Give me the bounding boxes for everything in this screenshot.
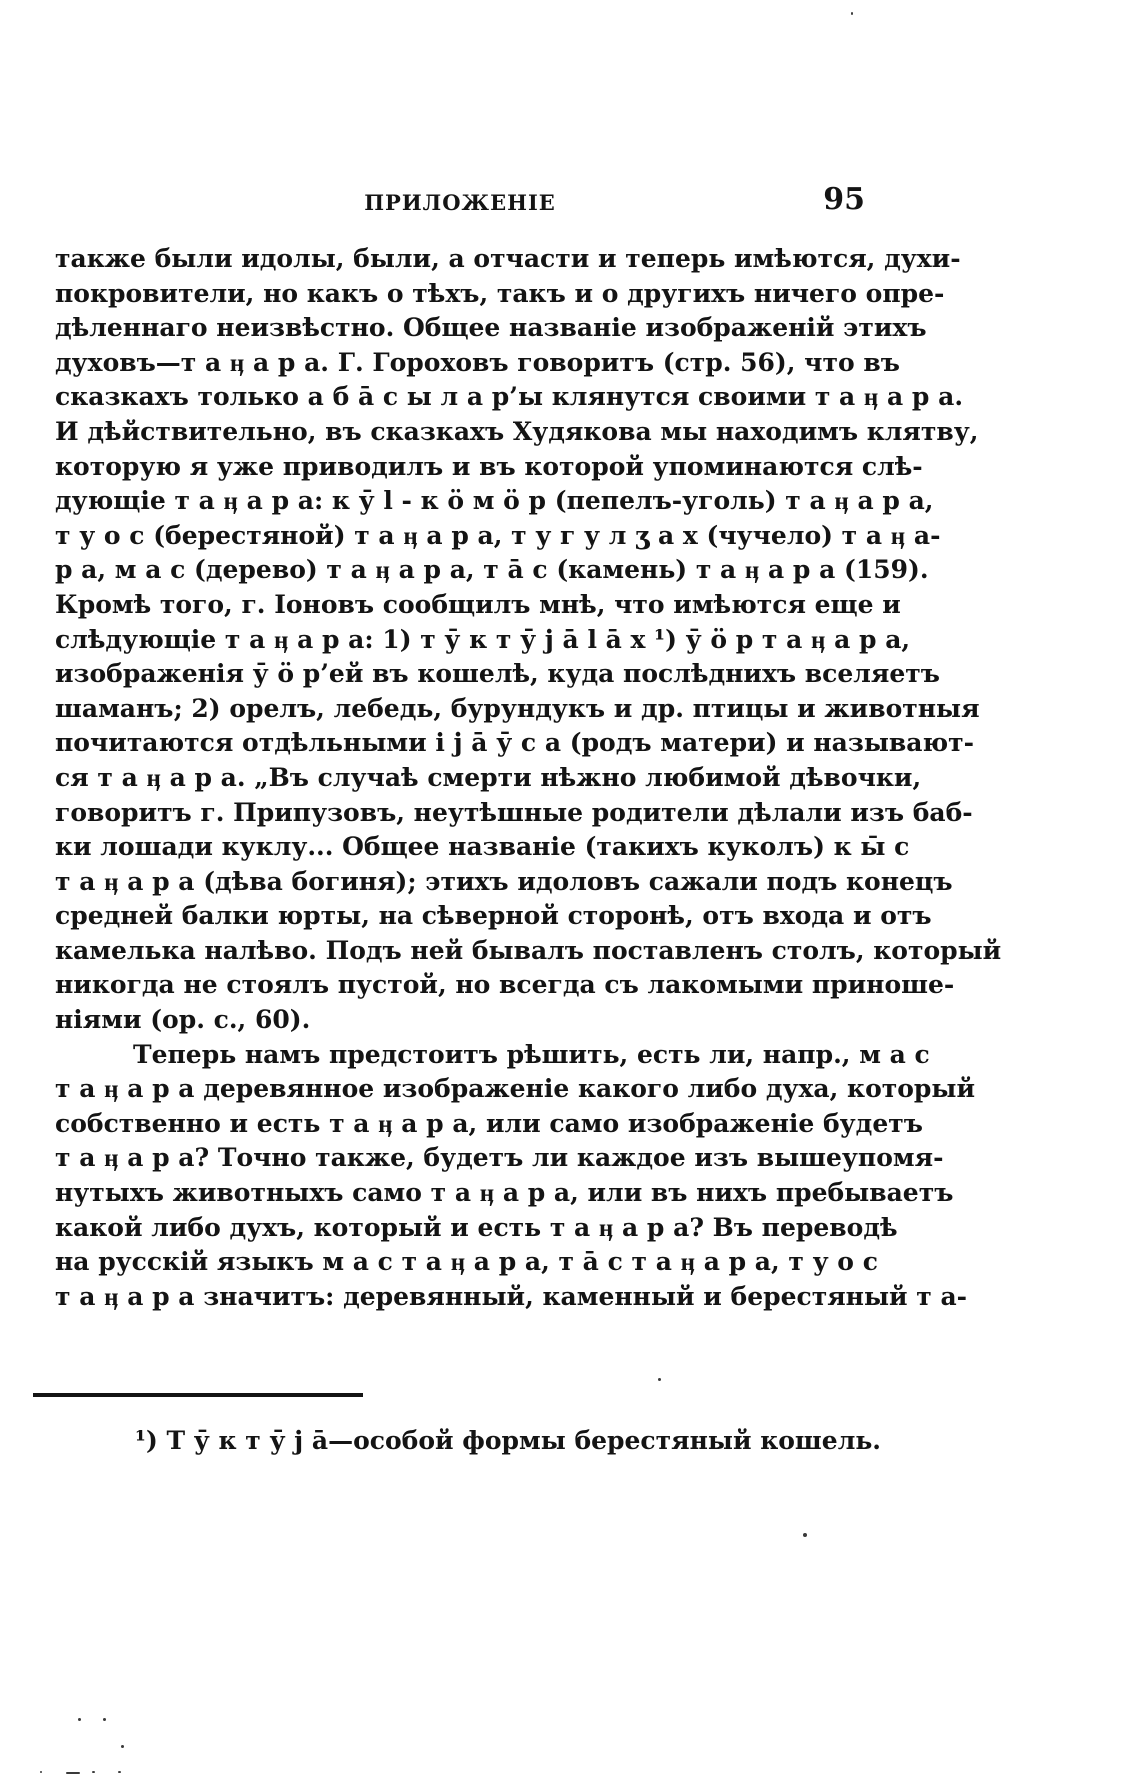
- scan-speck: [40, 1771, 42, 1773]
- text-line: нутыхъ животныхъ само т а ӊ а р а, или въ нихъ пребываетъ: [55, 1178, 954, 1208]
- text-line: изображенiя ӯ ӧ р’ей въ кошелѣ, куда послѣднихъ вселяетъ: [55, 659, 940, 689]
- text-line: говоритъ г. Припузовъ, неутѣшные родители дѣлали изъ баб-: [55, 797, 973, 827]
- running-head: [55, 182, 865, 222]
- text-line: которую я уже приводилъ и въ которой упоминаются слѣ-: [55, 451, 923, 481]
- text-line: какой либо духъ, который и есть т а ӊ а р а? Въ переводѣ: [55, 1212, 898, 1242]
- text-line: на русскiй языкъ м а с т а ӊ а р а, т ā с т а ӊ а р а, т у о с: [55, 1247, 878, 1277]
- scan-speck: [66, 1772, 80, 1774]
- text-line: ки лошади куклу... Общее названiе (такихъ куколъ) к ы̄ с: [55, 832, 910, 862]
- text-line: ся т а ӊ а р а. „Въ случаѣ смерти нѣжно любимой дѣвочки,: [55, 762, 922, 792]
- text-line: т а ӊ а р а значитъ: деревянный, каменный и берестяный т а-: [55, 1281, 968, 1311]
- scan-speck: [121, 1745, 124, 1748]
- text-line: т у о с (берестяной) т а ӊ а р а, т у г у л ӡ а х (чучело) т а ӊ а-: [55, 520, 941, 550]
- text-line: собственно и есть т а ӊ а р а, или само изображенiе будетъ: [55, 1108, 923, 1138]
- text-line: также были идолы, были, а отчасти и теперь имѣются, духи-: [55, 244, 961, 273]
- text-line: дующiе т а ӊ а р а: к ӯ l - к ӧ м ӧ р (пепелъ-уголь) т а ӊ а р а,: [55, 486, 934, 516]
- page-number: 95: [823, 182, 865, 217]
- scan-speck: [92, 1771, 95, 1773]
- footnote: ¹) Т ӯ к т ӯ ј ā—особой формы берестяный кошель.: [135, 1426, 882, 1455]
- text-line: Кромѣ того, г. Iоновъ сообщилъ мнѣ, что имѣются еще и: [55, 589, 901, 619]
- text-line: никогда не стоялъ пустой, но всегда съ лакомыми приноше-: [55, 970, 955, 1000]
- text-line: сказкахъ только а б ā с ы л а р’ы клянутся своими т а ӊ а р а.: [55, 382, 964, 412]
- scan-speck: [118, 1771, 121, 1773]
- text-line: духовъ—т а ӊ а р а. Г. Гороховъ говоритъ (стр. 56), что въ: [55, 347, 900, 377]
- text-line: средней балки юрты, на сѣверной сторонѣ, отъ входа и отъ: [55, 901, 932, 931]
- text-line: дѣленнаго неизвѣстно. Общее названiе изображенiй этихъ: [55, 313, 927, 343]
- scan-speck: [103, 1718, 106, 1721]
- text-line: покровители, но какъ о тѣхъ, такъ и о другихъ ничего опре-: [55, 278, 945, 308]
- text-line: И дѣйствительно, въ сказкахъ Худякова мы находимъ клятву,: [55, 416, 979, 446]
- text-line: камелька налѣво. Подъ ней бывалъ поставленъ столъ, который: [55, 935, 1002, 965]
- text-line: т а ӊ а р а деревянное изображенiе какого либо духа, который: [55, 1074, 976, 1104]
- text-line: шаманъ; 2) орелъ, лебедь, бурундукъ и др. птицы и животныя: [55, 693, 980, 723]
- running-title: ПРИЛОЖЕНIЕ: [364, 190, 556, 215]
- paragraph-end-line: нiями (ор. с., 60).: [55, 1005, 311, 1035]
- text-line: р а, м а с (дерево) т а ӊ а р а, т ā с (камень) т а ӊ а р а (159).: [55, 555, 929, 585]
- scan-speck: [658, 1378, 661, 1381]
- scan-speck: [803, 1533, 807, 1537]
- text-line: слѣдующiе т а ӊ а р а: 1) т ӯ к т ӯ ј ā l ā х ¹) ӯ ӧ р т а ӊ а р а,: [55, 624, 911, 654]
- paragraph-start-line: Теперь намъ предстоитъ рѣшить, есть ли, напр., м а с: [133, 1039, 930, 1069]
- footnote-rule: [33, 1393, 363, 1397]
- text-line: почитаются отдѣльными i ј ā ӯ с а (родъ матери) и называют-: [55, 728, 974, 758]
- text-line: т а ӊ а р а? Точно также, будетъ ли каждое изъ вышеупомя-: [55, 1143, 944, 1173]
- scan-speck: [78, 1718, 81, 1721]
- scan-speck: [851, 12, 853, 15]
- text-line: т а ӊ а р а (дѣва богиня); этихъ идоловъ сажали подъ конецъ: [55, 866, 953, 896]
- body-text: [55, 242, 1002, 1314]
